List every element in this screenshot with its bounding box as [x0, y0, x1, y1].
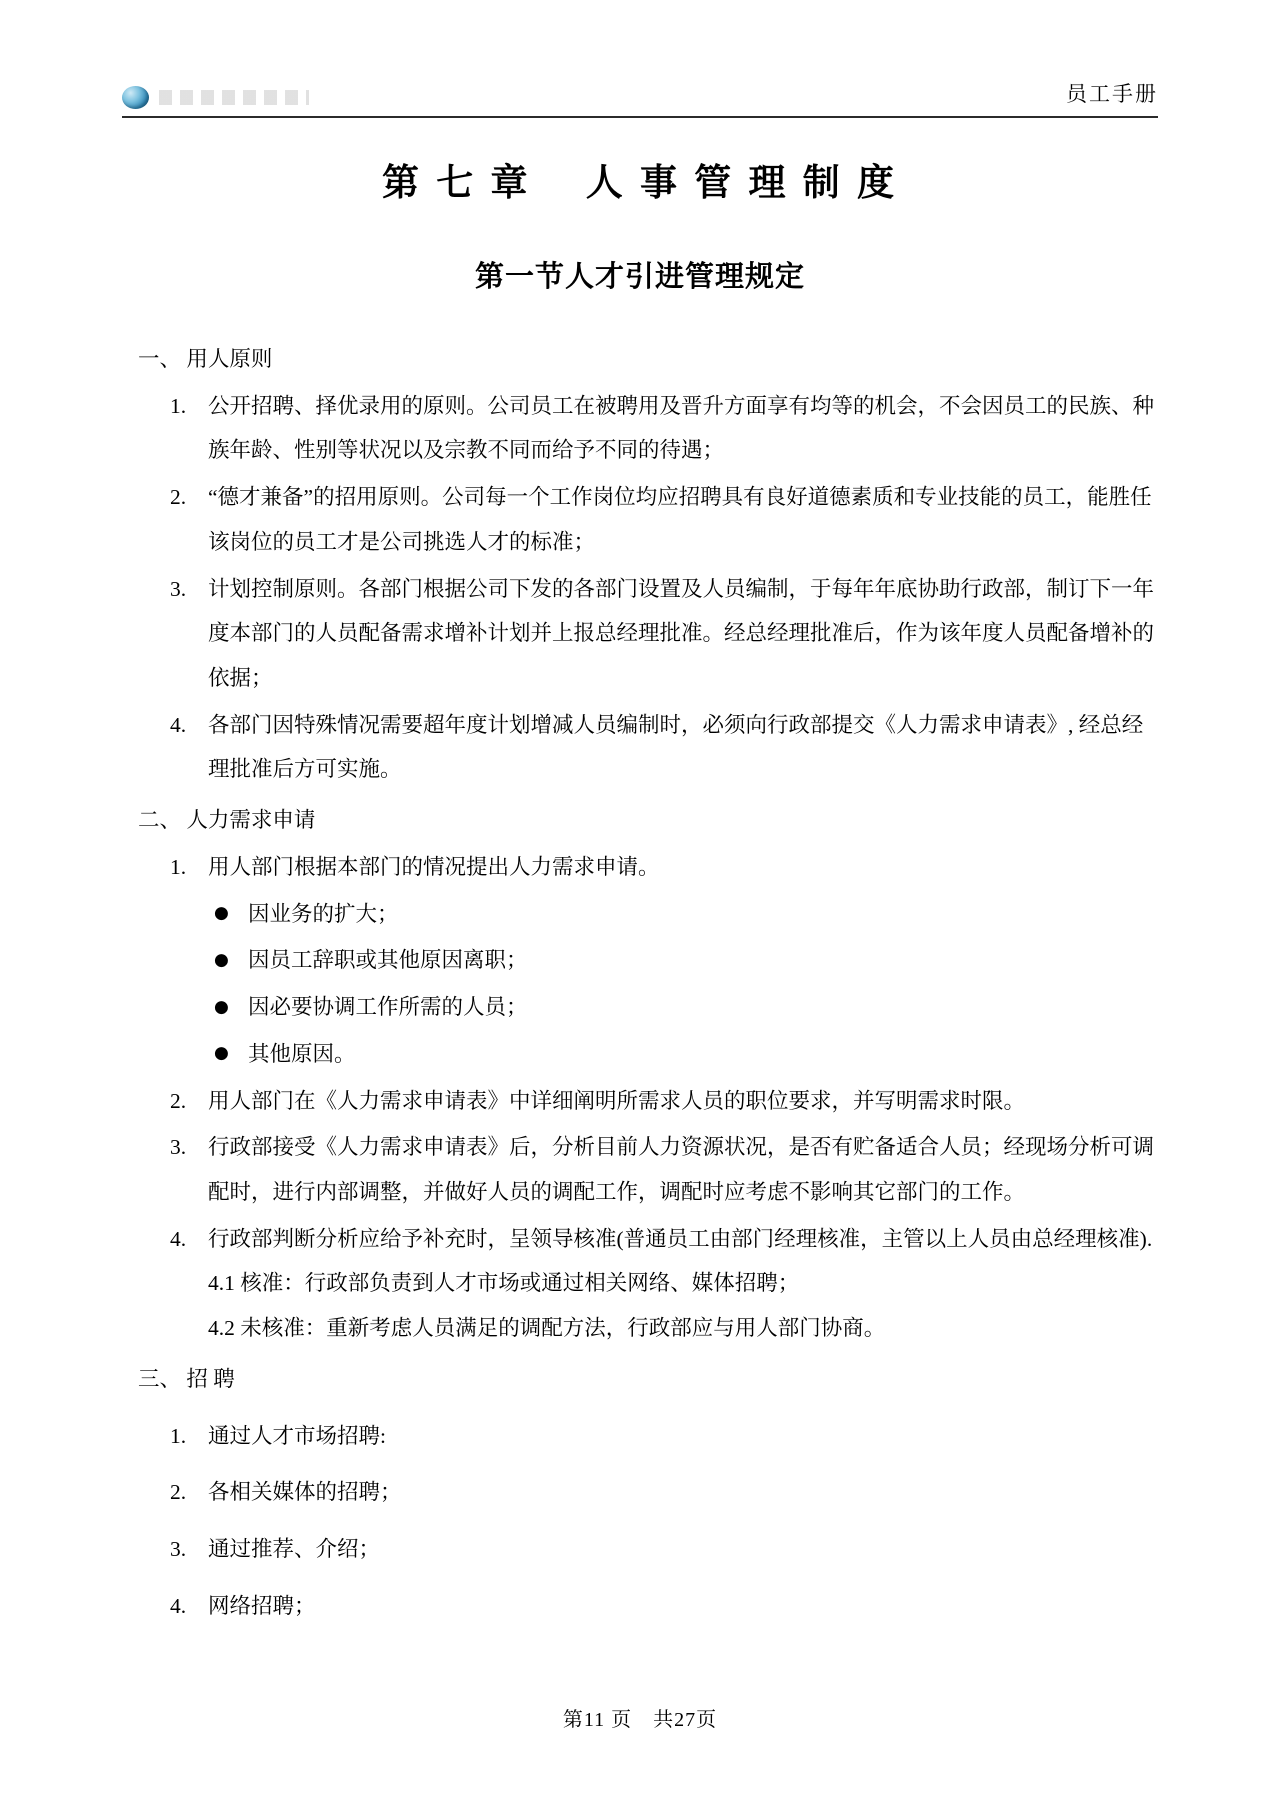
item-number: 1.: [170, 1423, 187, 1448]
item-number: 1.: [170, 393, 187, 418]
item-text: 用人部门在《人力需求申请表》中详细阐明所需求人员的职位要求，并写明需求时限。: [208, 1088, 1026, 1113]
bullet-icon: ●: [214, 903, 229, 924]
item-number: 1.: [170, 854, 187, 879]
logo-faded-text: [159, 90, 309, 105]
item-text: 行政部判断分析应给予补充时，呈领导核准(普通员工由部门经理核准，主管以上人员由总经理核准).: [208, 1226, 1153, 1251]
list-item: [170, 1217, 1158, 1262]
list-item: [170, 1079, 1158, 1124]
list-item: [170, 384, 1158, 473]
logo-globe-icon: [122, 86, 149, 109]
item-number: 2.: [170, 1480, 187, 1505]
item-text: “德才兼备”的招用原则。公司每一个工作岗位均应招聘具有良好道德素质和专业技能的员工，能胜任该岗位的员工才是公司挑选人才的标准；: [208, 485, 1152, 554]
item-number: 3.: [170, 576, 187, 601]
section-heading: 三、 招 聘: [138, 1366, 235, 1391]
list-item: [170, 475, 1158, 564]
sub-item: 4.2 未核准：重新考虑人员满足的调配方法，行政部应与用人部门协商。: [208, 1316, 886, 1341]
bullet-text: 因业务的扩大；: [248, 901, 399, 926]
list-item: [170, 567, 1158, 701]
section-heading: 二、 人力需求申请: [138, 808, 316, 833]
bullet-icon: ●: [214, 996, 229, 1017]
section-recruitment: [122, 1357, 1158, 1629]
bullet-item: [214, 1032, 1158, 1077]
document-body: [122, 337, 1158, 1628]
section-title: 第一节人才引进管理规定: [474, 261, 805, 293]
item-number: 4.: [170, 1226, 187, 1251]
list-item: [170, 1470, 1158, 1515]
sub-item: 4.1 核准：行政部负责到人才市场或通过相关网络、媒体招聘；: [208, 1271, 800, 1296]
list-item: [170, 1125, 1158, 1214]
bullet-item: [214, 892, 1158, 937]
section-employment-principles: [122, 337, 1158, 792]
list-item: [170, 1584, 1158, 1629]
list-item: [170, 1527, 1158, 1572]
item-text: 各相关媒体的招聘；: [208, 1480, 402, 1505]
item-text: 计划控制原则。各部门根据公司下发的各部门设置及人员编制，于每年年底协助行政部，制订下一年度本部门的人员配备需求增补计划并上报总经理批准。经总经理批准后，作为该年度人员配备增补的依据；: [208, 576, 1155, 691]
list-item: [170, 1414, 1158, 1459]
company-logo: [122, 84, 309, 110]
chapter-title: 第 七 章 人 事 管 理 制 度: [382, 163, 898, 204]
item-text: 行政部接受《人力需求申请表》后，分析目前人力资源状况，是否有贮备适合人员；经现场分析可调配时，进行内部调整，并做好人员的调配工作，调配时应考虑不影响其它部门的工作。: [208, 1135, 1155, 1204]
item-number: 3.: [170, 1536, 187, 1561]
item-text: 通过人才市场招聘:: [208, 1423, 386, 1448]
item-text: 各部门因特殊情况需要超年度计划增减人员编制时，必须向行政部提交《人力需求申请表》, 经总经理批准后方可实施。: [208, 712, 1144, 782]
bullet-text: 其他原因。: [248, 1041, 356, 1066]
list-item: [170, 845, 1158, 890]
item-text: 网络招聘；: [208, 1593, 316, 1618]
item-text: 通过推荐、介绍；: [208, 1536, 381, 1561]
item-text: 用人部门根据本部门的情况提出人力需求申请。: [208, 854, 660, 879]
item-number: 3.: [170, 1135, 187, 1160]
page-footer: 第11 页 共27页: [562, 1709, 718, 1731]
bullet-icon: ●: [214, 1043, 229, 1064]
section-heading: 一、 用人原则: [138, 347, 273, 371]
bullet-text: 因员工辞职或其他原因离职；: [248, 948, 528, 973]
item-number: 2.: [170, 485, 187, 510]
page-header: [122, 78, 1158, 118]
section-manpower-request: [122, 798, 1158, 1351]
item-number: 2.: [170, 1088, 187, 1113]
item-text: 公开招聘、择优录用的原则。公司员工在被聘用及晋升方面享有均等的机会，不会因员工的民族、种族年龄、性别等状况以及宗教不同而给予不同的待遇；: [208, 393, 1155, 463]
bullet-item: [214, 938, 1158, 983]
bullet-icon: ●: [214, 950, 229, 971]
item-number: 4.: [170, 712, 187, 737]
handbook-label: 员工手册: [1066, 82, 1158, 106]
item-number: 4.: [170, 1593, 187, 1618]
bullet-item: [214, 985, 1158, 1030]
list-item: [170, 703, 1158, 792]
bullet-text: 因必要协调工作所需的人员；: [248, 995, 528, 1020]
